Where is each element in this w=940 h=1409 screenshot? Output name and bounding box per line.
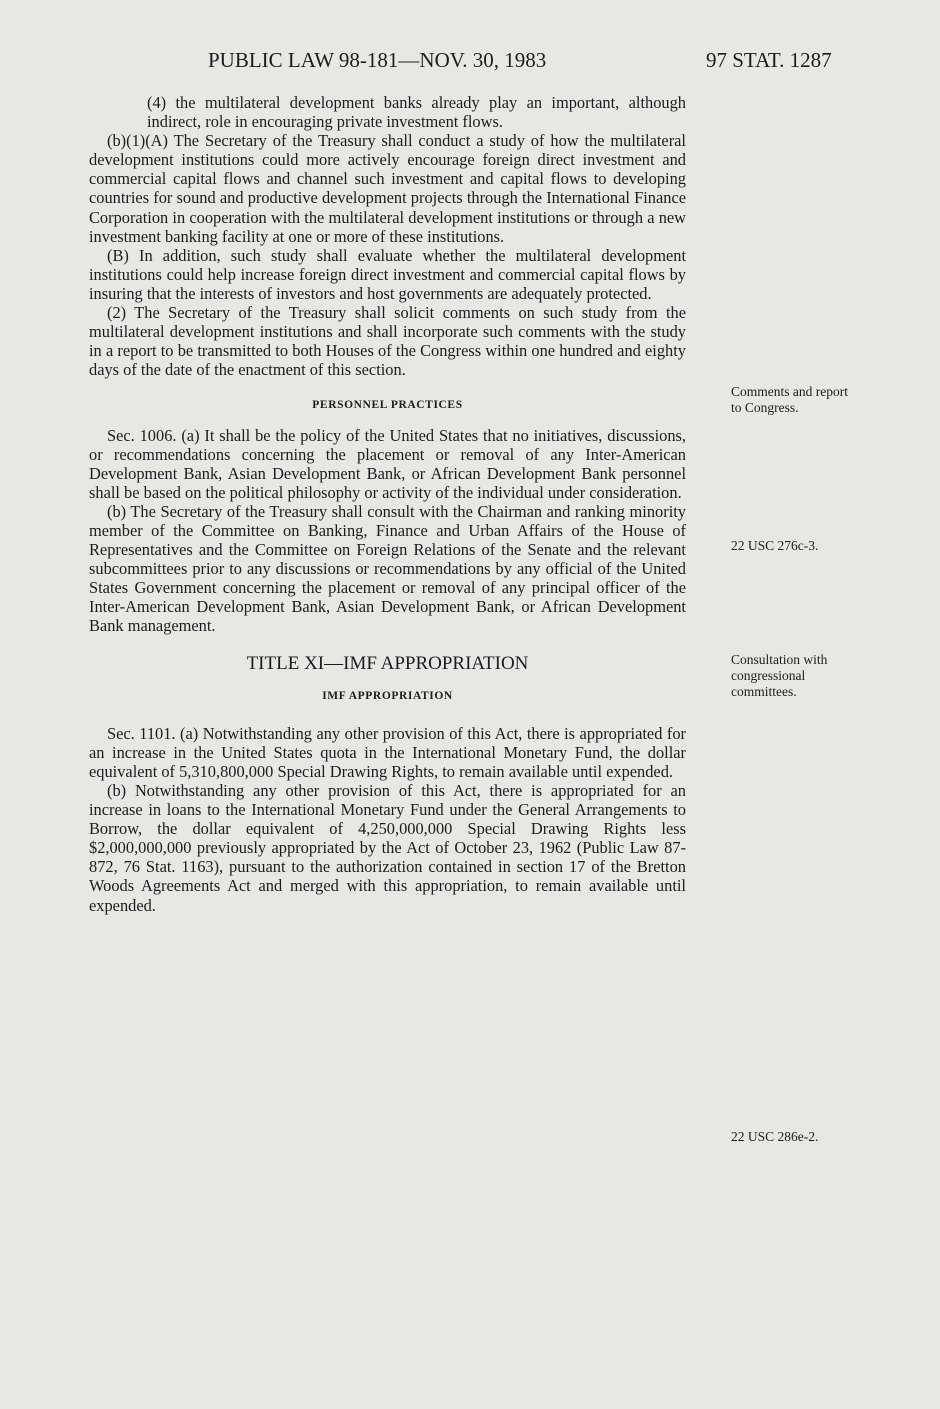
section-1101-b: (b) Notwithstanding any other provision of this Act, there is appropriated for an increase in loans to the International Monetary Fund under the General Arrangements to Borrow, the dollar equivalent of 4,250,000,000 Special Drawing Rights less $2,000,000,000 previously appropriated by the Act of October 23, 1962 (Public Law 87-872, 76 Stat. 1163), pursuant to the authorization contained in section 17 of the Bretton Woods Agreements Act and merged with this appropriation, to remain available until expended. <box>89 781 686 915</box>
margin-note-usc-286e: 22 USC 286e-2. <box>731 1129 819 1144</box>
section-heading-personnel: PERSONNEL PRACTICES <box>312 399 463 412</box>
header-page-number: 97 STAT. 1287 <box>706 48 832 72</box>
paragraph-b: (B) In addition, such study shall evaluate whether the multilateral development institutions could help increase foreign direct investment and commercial capital flows by insuring that the interests of investors and host governments are adequately protected. <box>89 245 686 303</box>
section-1006-a: Sec. 1006. (a) It shall be the policy of the United States that no initiatives, discussions, or recommendations concerning the placement or removal of any Inter-American Development Bank, Asian Development Bank, or African Development Bank personnel shall be based on the political philosophy or activity of the individual under consideration. <box>89 425 686 502</box>
header-law-citation: PUBLIC LAW 98-181—NOV. 30, 1983 <box>208 48 547 72</box>
section-heading-imf: IMF APPROPRIATION <box>322 689 453 702</box>
running-header <box>0 48 940 78</box>
margin-note-usc-276c: 22 USC 276c-3. <box>731 538 819 553</box>
paragraph-b1a: (b)(1)(A) The Secretary of the Treasury shall conduct a study of how the multilateral development institutions could more actively encourage foreign direct investment and commercial capital flows and channel such investment and capital flows to developing countries for sound and productive development projects through the International Finance Corporation in cooperation with the multilateral development institutions or through a new investment banking facility at one or more of these institutions. <box>89 131 686 246</box>
paragraph-4: (4) the multilateral development banks already play an important, although indirect, role in encouraging private investment flows. <box>147 93 686 132</box>
body-text <box>89 93 686 915</box>
section-1101-a: Sec. 1101. (a) Notwithstanding any other provision of this Act, there is appropriated for an increase in the United States quota in the International Monetary Fund, the dollar equivalent of 5,310,800,000 Special Drawing Rights, to remain available until expended. <box>89 723 686 781</box>
margin-note-comments: Comments and report to Congress. <box>731 384 848 415</box>
margin-note-consultation: Consultation with congressional committees. <box>731 652 828 699</box>
title-xi-heading: TITLE XI—IMF APPROPRIATION <box>246 652 529 674</box>
paragraph-2: (2) The Secretary of the Treasury shall solicit comments on such study from the multilateral development institutions and shall incorporate such comments with the study in a report to be transmitted to both Houses of the Congress within one hundred and eighty days of the date of the enactment of this section. <box>89 303 686 380</box>
section-1006-b: (b) The Secretary of the Treasury shall consult with the Chairman and ranking minority member of the Committee on Banking, Finance and Urban Affairs of the House of Representatives and the Committee on Foreign Relations of the Senate and the relevant subcommittees prior to any discussions or recommendations by any official of the United States Government concerning the placement or removal of any principal officer of the Inter-American Development Bank, Asian Development Bank, or African Development Bank management. <box>89 501 686 636</box>
